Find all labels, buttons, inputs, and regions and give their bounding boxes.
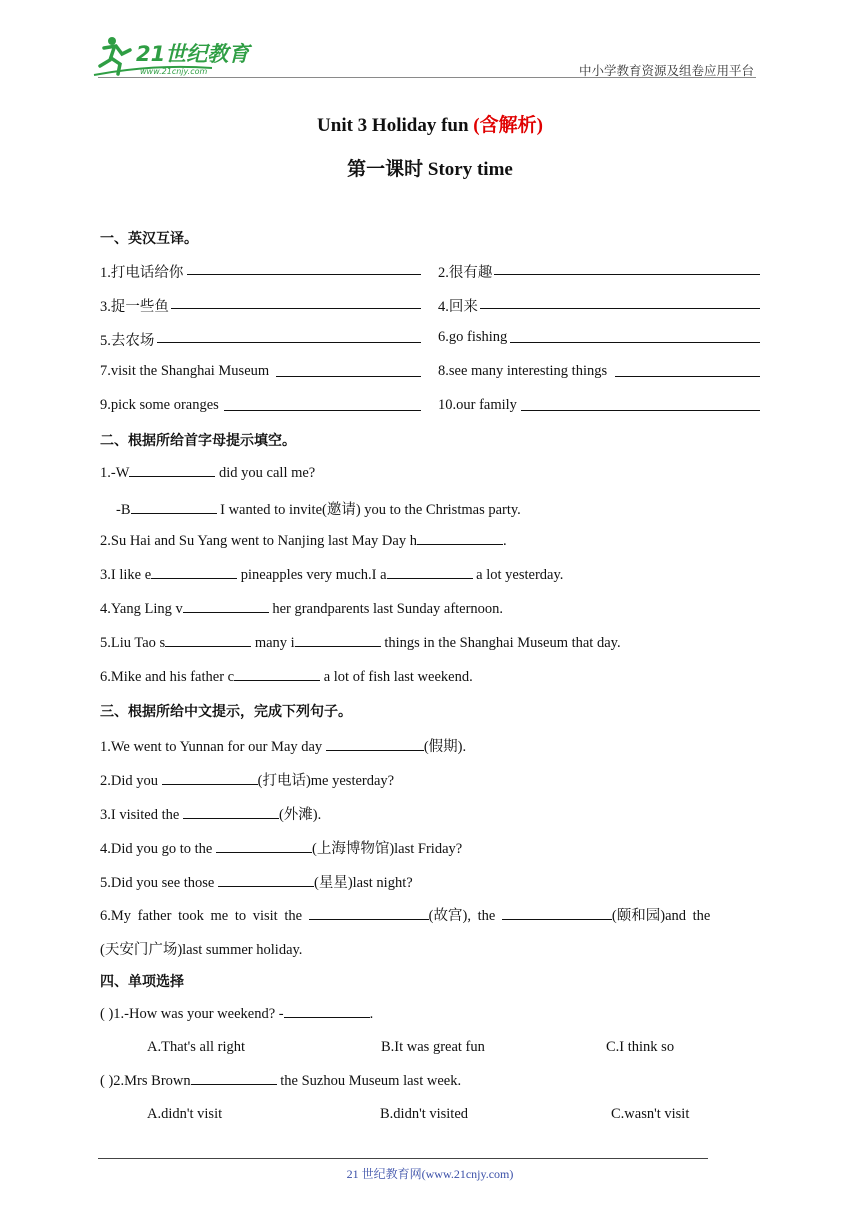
s3-q6: 6.My father took me to visit the (故宫), the (颐和园)and the (100, 908, 711, 924)
s2-q5-blank-2[interactable] (295, 634, 381, 647)
section-2-heading: 二、根据所给首字母提示填空。 (100, 433, 296, 449)
s2-q4: 4.Yang Ling v her grandparents last Sunday afternoon. (100, 601, 504, 617)
page-title (0, 110, 860, 137)
s3-q6-blank-2[interactable] (502, 907, 612, 920)
s1-blank-10[interactable] (521, 398, 760, 411)
logo-21cnjy (92, 34, 262, 80)
s3-q4-blank[interactable] (216, 840, 312, 853)
s2-q6-blank[interactable] (234, 668, 320, 681)
s4-q1-option-c[interactable]: C.I think so (606, 1039, 675, 1055)
section-1-heading: 一、英汉互译。 (100, 231, 198, 247)
s3-q2: 2.Did you (打电话)me yesterday? (100, 773, 395, 789)
s1-item-8: 8.see many interesting things (438, 363, 608, 379)
s3-q3-blank[interactable] (183, 806, 279, 819)
s4-q2: ( )2.Mrs Brown the Suzhou Museum last week. (100, 1073, 462, 1089)
footer-divider (98, 1158, 708, 1159)
s1-blank-8[interactable] (615, 364, 760, 377)
s2-q3-blank-2[interactable] (387, 566, 473, 579)
s3-q4: 4.Did you go to the (上海博物馆)last Friday? (100, 841, 463, 857)
s4-q1-option-a[interactable]: A.That's all right (147, 1039, 246, 1055)
s2-q2: 2.Su Hai and Su Yang went to Nanjing last May Day h . (100, 533, 507, 549)
s3-q1-blank[interactable] (326, 738, 424, 751)
page-header (0, 0, 860, 90)
s1-item-2: 2.很有趣 (438, 265, 493, 281)
s1-item-7: 7.visit the Shanghai Museum (100, 363, 270, 379)
title-main: Unit 3 Holiday fun (317, 115, 474, 136)
s2-q3: 3.I like e pineapples very much.I a a lot yesterday. (100, 567, 564, 583)
s1-item-3: 3.捉一些鱼 (100, 299, 169, 315)
s1-blank-2[interactable] (494, 262, 760, 275)
footer-site-link[interactable]: 21 世纪教育网(www.21cnjy.com) (346, 1167, 514, 1181)
s1-item-5: 5.去农场 (100, 333, 155, 349)
s1-blank-5[interactable] (157, 330, 421, 343)
section-3-heading: 三、根据所给中文提示，完成下列句子。 (100, 704, 352, 720)
s1-blank-6[interactable] (510, 330, 760, 343)
s4-q2-blank[interactable] (191, 1072, 277, 1085)
s4-q2-option-c[interactable]: C.wasn't visit (611, 1106, 690, 1122)
s4-q2-option-b[interactable]: B.didn't visited (380, 1106, 469, 1122)
s3-q6-cont: (天安门广场)last summer holiday. (100, 942, 303, 958)
s2-q6: 6.Mike and his father c a lot of fish last weekend. (100, 669, 473, 685)
section-4-heading: 四、单项选择 (100, 974, 184, 990)
page-subtitle: 第一课时 Story time (347, 159, 513, 180)
s2-q1-answer: -B I wanted to invite(邀请) you to the Christmas party. (116, 502, 521, 518)
s3-q2-blank[interactable] (162, 772, 258, 785)
s1-blank-4[interactable] (480, 296, 760, 309)
s1-item-10: 10.our family (438, 397, 517, 413)
s1-item-9: 9.pick some oranges (100, 397, 219, 413)
s1-item-1: 1.打电话给你 (100, 265, 184, 281)
s1-blank-9[interactable] (224, 398, 421, 411)
header-platform-text: 中小学教育资源及组卷应用平台 (578, 63, 754, 78)
s2-q3-blank-1[interactable] (151, 566, 237, 579)
s3-q1: 1.We went to Yunnan for our May day (假期). (100, 739, 467, 755)
s3-q6-blank-1[interactable] (309, 907, 429, 920)
s1-item-4: 4.回来 (438, 299, 478, 315)
s2-q4-blank[interactable] (183, 600, 269, 613)
s1-blank-3[interactable] (171, 296, 421, 309)
s4-q1-option-b[interactable]: B.It was great fun (381, 1039, 485, 1055)
s1-blank-7[interactable] (276, 364, 421, 377)
s3-q5: 5.Did you see those (星星)last night? (100, 875, 413, 891)
s4-q2-option-a[interactable]: A.didn't visit (147, 1106, 223, 1122)
s2-q5: 5.Liu Tao s many i things in the Shanghai Museum that day. (100, 635, 621, 651)
logo-text: 21世纪教育 (136, 42, 250, 66)
s2-q1: 1.-W did you call me? (100, 465, 316, 481)
logo-url: www.21cnjy.com (140, 67, 208, 76)
s3-q3: 3.I visited the (外滩). (100, 807, 322, 823)
s1-item-6: 6.go fishing (438, 329, 508, 345)
s1-blank-1[interactable] (187, 262, 421, 275)
header-divider (98, 77, 756, 78)
title-answer-note: (含解析) (473, 115, 543, 136)
s2-q5-blank-1[interactable] (165, 634, 251, 647)
s3-q5-blank[interactable] (218, 874, 314, 887)
s2-q2-blank[interactable] (417, 532, 503, 545)
s2-q1b-blank[interactable] (131, 501, 217, 514)
s4-q1-blank[interactable] (284, 1005, 370, 1018)
s2-q1-blank[interactable] (129, 464, 215, 477)
s4-q1: ( )1.-How was your weekend? - . (100, 1006, 374, 1022)
